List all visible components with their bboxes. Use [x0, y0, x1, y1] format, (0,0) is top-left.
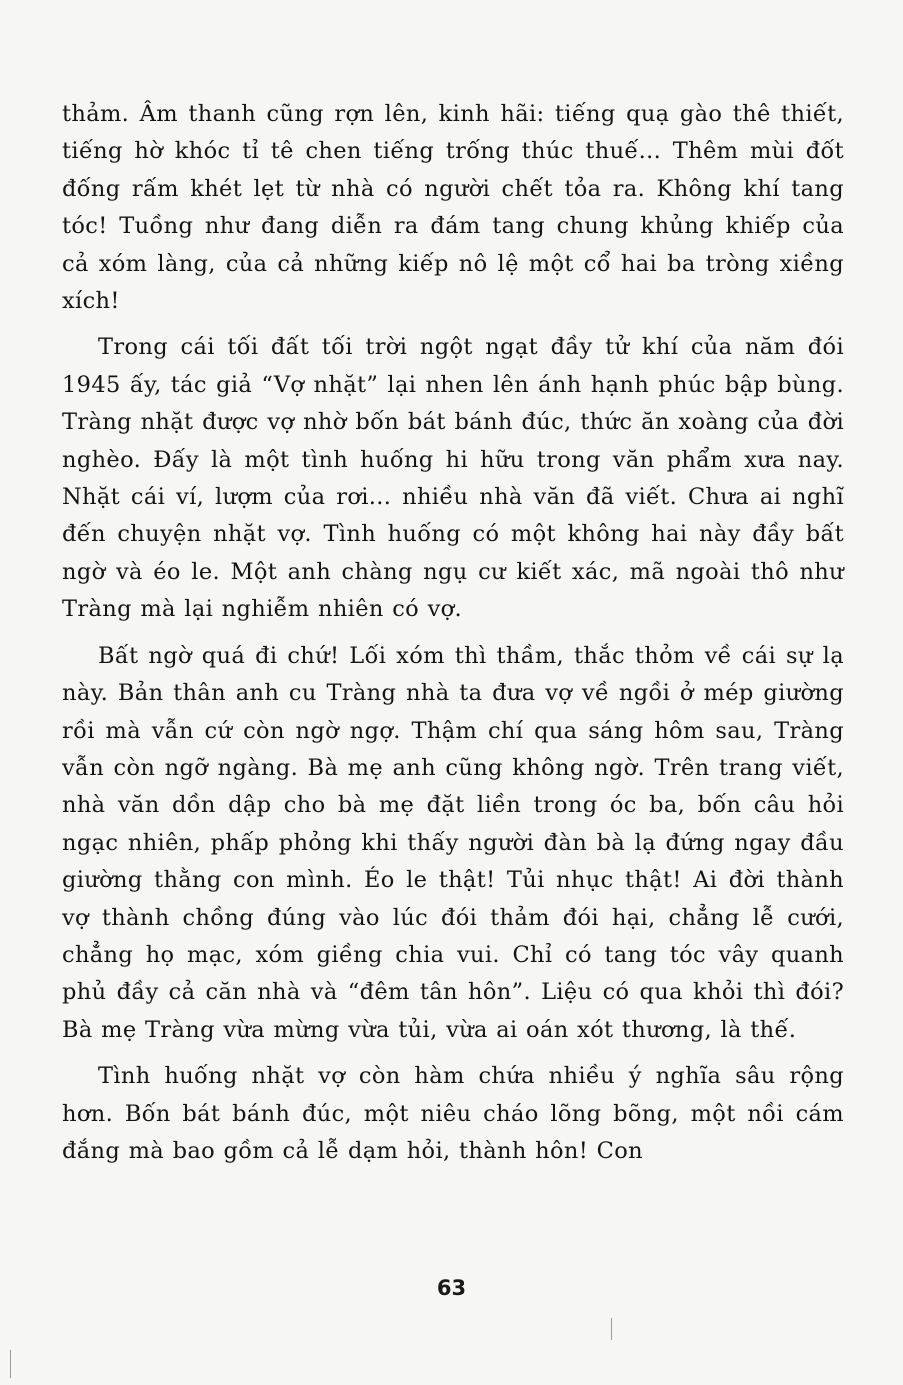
- paragraph-1: thảm. Âm thanh cũng rợn lên, kinh hãi: tiếng quạ gào thê thiết, tiếng hờ khóc tỉ tê chen tiếng trống thúc thuế... Thêm mùi đốt đống rấm khét lẹt từ nhà có người chết tỏa ra. Không khí tang tóc! Tuồng như đang diễn ra đám tang chung khủng khiếp của cả xóm làng, của cả những kiếp nô lệ một cổ hai ba tròng xiềng xích!: [62, 101, 844, 315]
- scan-artifact-mark: [10, 1350, 11, 1378]
- paragraph-2: Trong cái tối đất tối trời ngột ngạt đầy tử khí của năm đói 1945 ấy, tác giả “Vợ nhặt” lại nhen lên ánh hạnh phúc bập bùng. Tràng nhặt được vợ nhờ bốn bát bánh đúc, thức ăn xoàng của đời nghèo. Đấy là một tình huống hi hữu trong văn phẩm xưa nay. Nhặt cái ví, lượm của rơi... nhiều nhà văn đã viết. Chưa ai nghĩ đến chuyện nhặt vợ. Tình huống có một không hai này đầy bất ngờ và éo le. Một anh chàng ngụ cư kiết xác, mã ngoài thô như Tràng mà lại nghiễm nhiên có vợ.: [62, 334, 844, 623]
- scan-artifact-mark: [611, 1318, 612, 1340]
- page-body-text: [62, 96, 844, 1170]
- paragraph-4: Tình huống nhặt vợ còn hàm chứa nhiều ý nghĩa sâu rộng hơn. Bốn bát bánh đúc, một niêu cháo lõng bõng, một nồi cám đắng mà bao gồm cả lễ dạm hỏi, thành hôn! Con: [62, 1063, 844, 1164]
- page-number: 63: [436, 1276, 467, 1300]
- paragraph-3: Bất ngờ quá đi chứ! Lối xóm thì thầm, thắc thỏm về cái sự lạ này. Bản thân anh cu Tràng nhà ta đưa vợ về ngồi ở mép giường rồi mà vẫn cứ còn ngờ ngợ. Thậm chí qua sáng hôm sau, Tràng vẫn còn ngỡ ngàng. Bà mẹ anh cũng không ngờ. Trên trang viết, nhà văn dồn dập cho bà mẹ đặt liền trong óc ba, bốn câu hỏi ngạc nhiên, phấp phỏng khi thấy người đàn bà lạ đứng ngay đầu giường thằng con mình. Éo le thật! Tủi nhục thật! Ai đời thành vợ thành chồng đúng vào lúc đói thảm đói hại, chẳng lễ cưới, chẳng họ mạc, xóm giềng chia vui. Chỉ có tang tóc vây quanh phủ đầy cả căn nhà và “đêm tân hôn”. Liệu có qua khỏi thì đói? Bà mẹ Tràng vừa mừng vừa tủi, vừa ai oán xót thương, là thế.: [62, 642, 844, 1043]
